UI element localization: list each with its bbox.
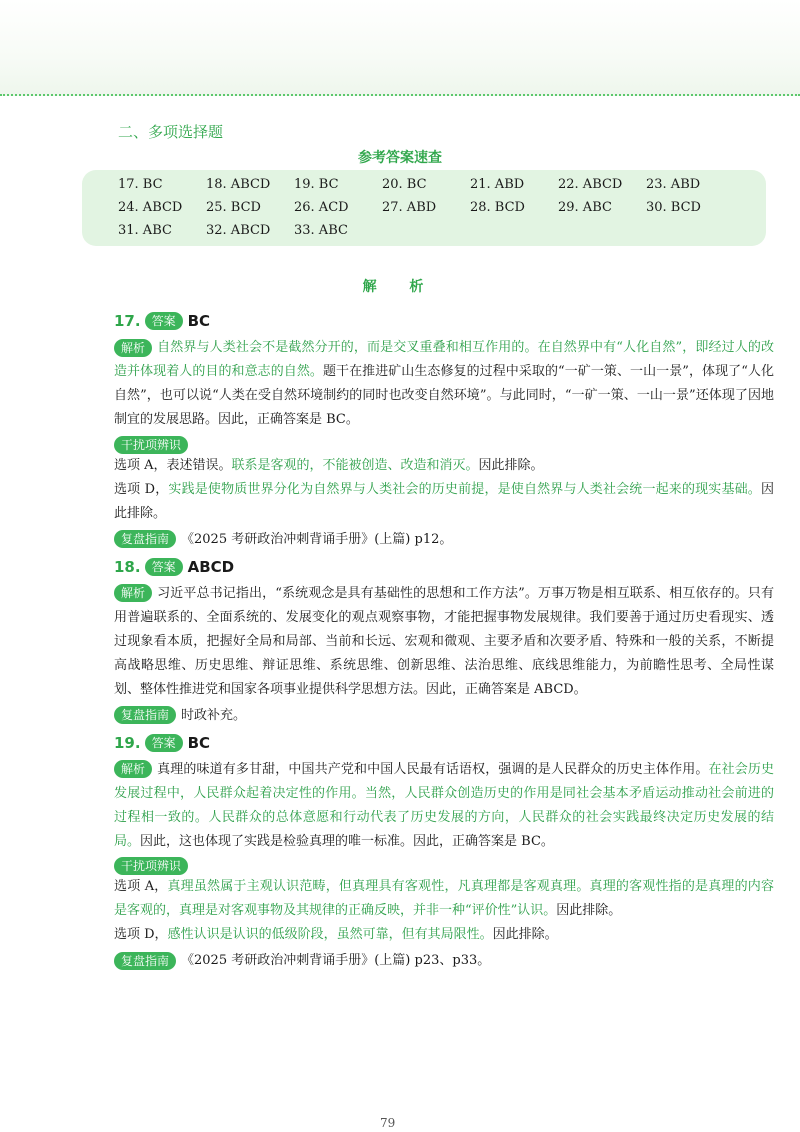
question-answer: BC xyxy=(187,312,211,330)
answer-cell: 32. ABCD xyxy=(206,223,271,238)
body-text: 因此排除。 xyxy=(478,457,544,473)
question-number: 17. xyxy=(114,312,141,330)
body-text: 选项 A，表述错误。 xyxy=(114,457,232,473)
answer-cell: 31. ABC xyxy=(118,223,172,238)
review-paragraph xyxy=(114,949,774,973)
body-text: 题干在推进矿山生态修复的过程中采取的“一矿一策、一山一景”，体现了“人化自然”，也可以说“人类在受自然环境制约的同时也改变自然环境”。与此同时，“一矿一策、一山一景”还体现了因地制宜的发展思路。因此，正确答案是 BC。 xyxy=(114,364,774,427)
analysis-badge: 解析 xyxy=(114,760,152,778)
page-number: 79 xyxy=(380,1116,396,1130)
distractor-section xyxy=(114,856,774,876)
answer-cell: 22. ABCD xyxy=(558,177,623,192)
body-text: 习近平总书记指出，“系统观念是具有基础性的思想和工作方法”。万事万物是相互联系、相互依存的。只有用普遍联系的、全面系统的、发展变化的观点观察事物，才能把握事物发展规律。我们要善于通过历史看现实、透过现象看本质，把握好全局和局部、当前和长远、宏观和微观、主要矛盾和次要矛盾、特殊和一般的关系，不断提高战略思维、历史思维、辩证思维、系统思维、创新思维、法治思维、底线思维能力，为前瞻性思考、全局性谋划、整体性推进党和国家各项事业提供科学思想方法。因此，正确答案是 ABCD。 xyxy=(114,585,774,697)
header-dotted-rule xyxy=(0,94,800,96)
highlight-text: 自然界与人类社会不是截然分开的，而是交叉重叠和相互作用的。在自然界中有“人化自然”，即经过人的改造并体现着人的目的和意志的自然。 xyxy=(114,340,774,379)
answer-badge: 答案 xyxy=(145,312,183,330)
question-answer: BC xyxy=(187,733,211,752)
analysis-paragraph xyxy=(114,336,774,432)
analysis-paragraph xyxy=(114,758,774,854)
highlight-text: 真理虽然属于主观认识范畴，但真理具有客观性，凡真理都是客观真理。真理的客观性指的是真理的内容是客观的，真理是对客观事物及其规律的正确反映，并非一种“评价性”认识。 xyxy=(114,879,774,918)
answer-cell: 33. ABC xyxy=(294,223,348,238)
question-17-header xyxy=(114,310,774,332)
question-number: 18. xyxy=(114,557,141,576)
question-number: 19. xyxy=(114,733,141,752)
review-badge: 复盘指南 xyxy=(114,706,176,724)
answer-cell: 25. BCD xyxy=(206,200,261,215)
review-text: 《2025 考研政治冲刺背诵手册》(上篇) p23、p33。 xyxy=(181,953,491,968)
answer-badge: 答案 xyxy=(145,734,183,752)
distractor-badge: 干扰项辨识 xyxy=(114,436,188,454)
body-text: 因此，这也体现了实践是检验真理的唯一标准。因此，正确答案是 BC。 xyxy=(140,833,554,849)
answer-cell: 27. ABD xyxy=(382,200,437,215)
distractor-section xyxy=(114,434,774,454)
highlight-text: 在社会历史发展过程中，人民群众起着决定性的作用。当然，人民群众创造历史的作用是同社会基本矛盾运动推动社会前进的过程相一致的。人民群众的总体意愿和行动代表了历史发展的方向，人民群众的社会实践最终决定历史发展的结局。 xyxy=(114,761,774,849)
review-text: 时政补充。 xyxy=(181,707,247,723)
analysis-badge: 解析 xyxy=(114,339,152,357)
body-text: 选项 D， xyxy=(114,481,169,497)
answer-cell: 30. BCD xyxy=(646,200,701,215)
body-text: 真理的味道有多甘甜，中国共产党和中国人民最有话语权，强调的是人民群众的历史主体作用。 xyxy=(157,761,709,777)
page-header-band xyxy=(0,0,800,96)
review-text: 《2025 考研政治冲刺背诵手册》(上篇) p12。 xyxy=(181,531,453,547)
review-paragraph xyxy=(114,704,774,728)
analysis-badge: 解析 xyxy=(114,584,152,602)
body-text: 选项 A， xyxy=(114,879,168,894)
answer-badge: 答案 xyxy=(145,558,183,576)
answer-cell: 28. BCD xyxy=(470,200,525,215)
review-paragraph xyxy=(114,528,774,552)
answer-cell: 26. ACD xyxy=(294,200,349,215)
answer-cell: 29. ABC xyxy=(558,200,612,215)
question-19-header xyxy=(114,732,774,754)
body-text: 因此排除。 xyxy=(114,481,774,521)
answer-cell: 24. ABCD xyxy=(118,200,183,215)
analysis-paragraph xyxy=(114,582,774,702)
highlight-text: 联系是客观的，不能被创造、改造和消灭。 xyxy=(231,457,479,473)
option-d-paragraph xyxy=(114,923,774,947)
question-18-header xyxy=(114,556,774,578)
body-text: 因此排除。 xyxy=(556,903,622,918)
section-title: 二、多项选择题 xyxy=(118,123,224,141)
option-a-paragraph xyxy=(114,875,774,923)
highlight-text: 感性认识是认识的低级阶段，虽然可靠，但有其局限性。 xyxy=(167,927,493,942)
answer-cell: 18. ABCD xyxy=(206,177,271,192)
highlight-text: 实践是使物质世界分化为自然界与人类社会的历史前提，是使自然界与人类社会统一起来的现实基础。 xyxy=(168,481,761,497)
quick-answer-title: 参考答案速查 xyxy=(358,150,442,166)
question-answer: ABCD xyxy=(187,557,235,576)
answer-cell: 23. ABD xyxy=(646,177,701,192)
analysis-content xyxy=(114,310,774,973)
answer-cell: 17. BC xyxy=(118,177,163,192)
review-badge: 复盘指南 xyxy=(114,952,176,970)
option-a-paragraph xyxy=(114,454,774,478)
answer-cell: 21. ABD xyxy=(470,177,525,192)
distractor-badge: 干扰项辨识 xyxy=(114,857,188,875)
answer-cell: 19. BC xyxy=(294,177,339,192)
review-badge: 复盘指南 xyxy=(114,530,176,548)
body-text: 选项 D， xyxy=(114,927,168,942)
option-d-paragraph xyxy=(114,478,774,526)
answer-key-box xyxy=(82,170,766,246)
answer-cell: 20. BC xyxy=(382,177,427,192)
body-text: 因此排除。 xyxy=(492,927,558,942)
analysis-heading: 解 析 xyxy=(362,279,438,295)
